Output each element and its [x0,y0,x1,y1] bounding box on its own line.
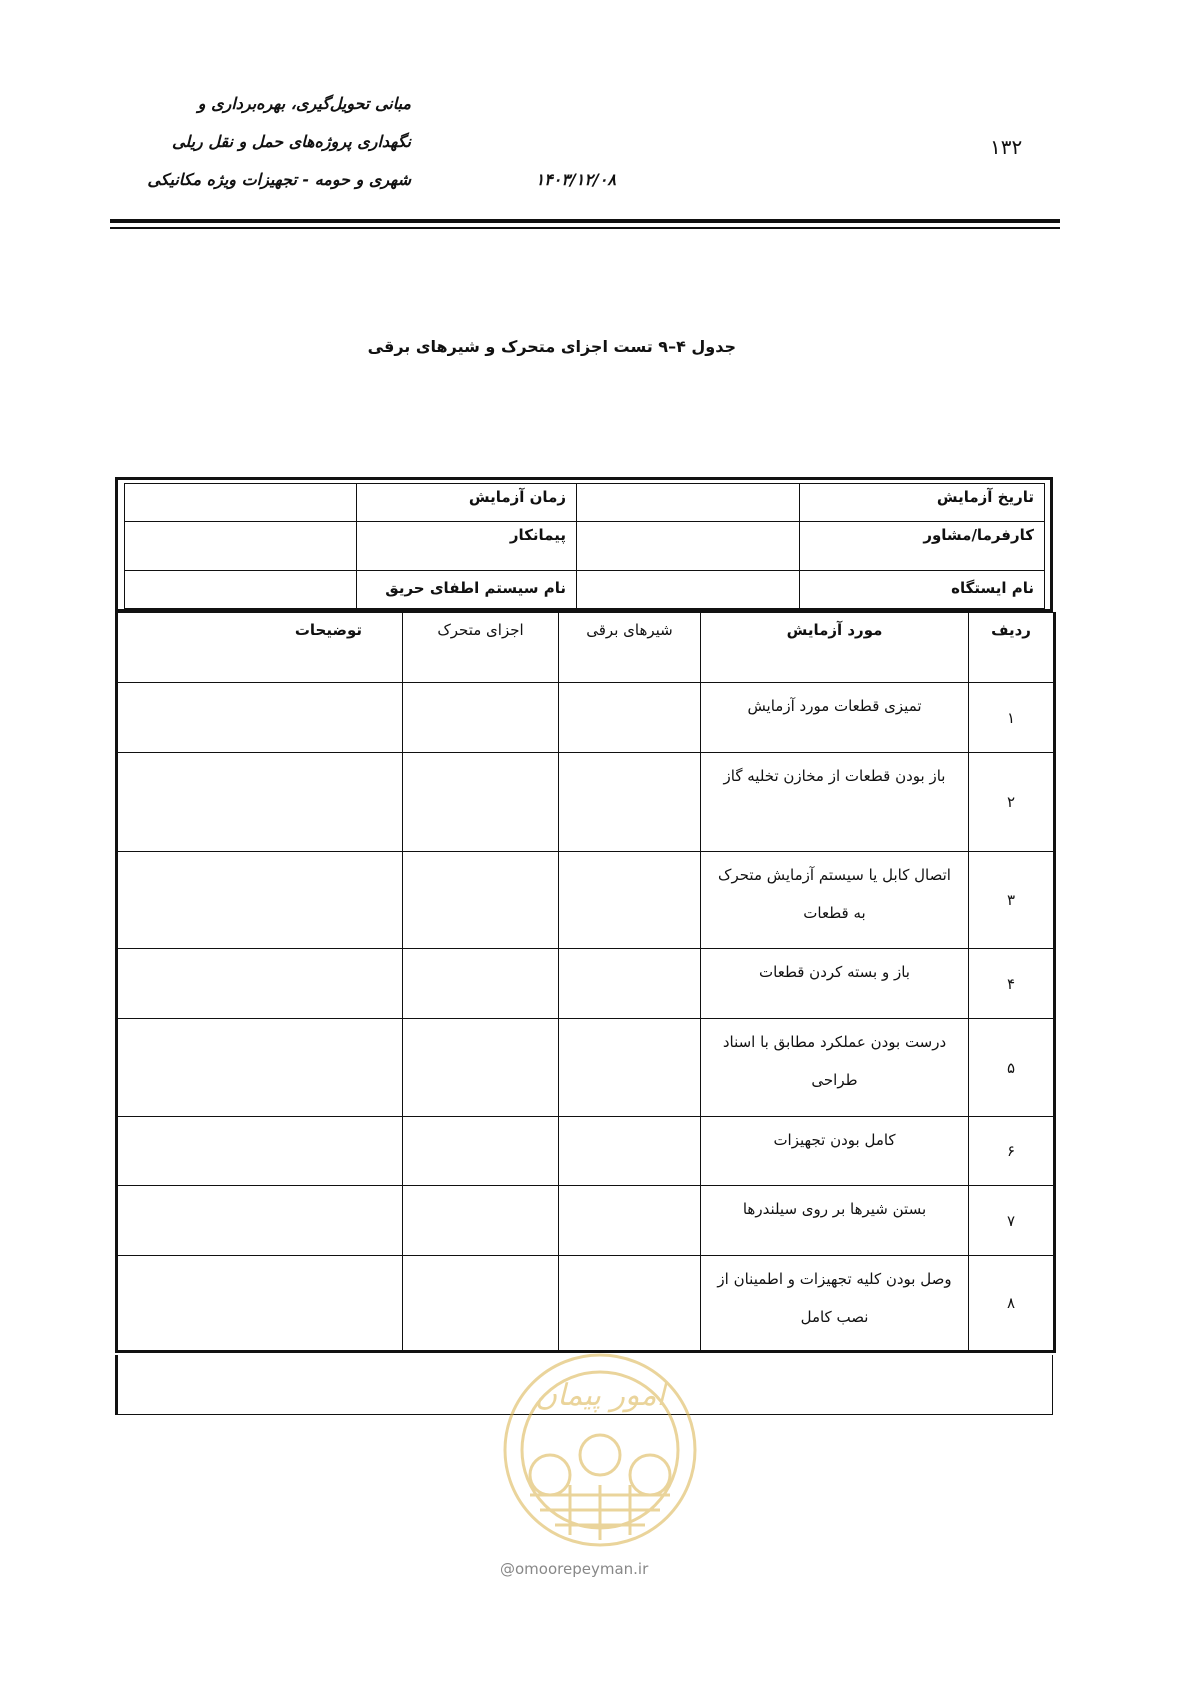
row-number: ۷ [969,1186,1055,1256]
employer-value[interactable] [577,522,800,571]
row-valves-cell[interactable] [559,1019,701,1117]
test-date-label: تاریخ آزمایش [800,484,1045,522]
test-time-label: زمان آزمایش [357,484,577,522]
header-title-line1: مبانی تحویل‌گیری، بهره‌برداری و [197,94,411,113]
row-test-item: باز و بسته کردن قطعات [701,949,969,1019]
col-header-electric-valves: شیرهای برقی [559,613,701,683]
header-rule-thin [110,227,1060,229]
watermark-logo [495,1345,705,1555]
system-value[interactable] [125,571,357,609]
row-notes-cell[interactable] [117,1117,403,1186]
row-valves-cell[interactable] [559,1186,701,1256]
row-notes-cell[interactable] [117,1256,403,1352]
row-number: ۲ [969,753,1055,852]
test-table [115,612,1056,1353]
col-header-row-number: ردیف [969,613,1055,683]
row-valves-cell[interactable] [559,753,701,852]
table-row [117,949,1055,1019]
col-header-notes: توضیحات [117,613,403,683]
table-row [117,1019,1055,1117]
table-row [117,1186,1055,1256]
col-header-moving-parts: اجزای متحرک [403,613,559,683]
row-valves-cell[interactable] [559,1256,701,1352]
row-test-item: کامل بودن تجهیزات [701,1117,969,1186]
row-number: ۸ [969,1256,1055,1352]
row-moving-cell[interactable] [403,949,559,1019]
station-value[interactable] [577,571,800,609]
row-test-item: اتصال کابل یا سیستم آزمایش متحرک به قطعات [701,852,969,949]
row-notes-cell[interactable] [117,1019,403,1117]
table-header-row [117,613,1055,683]
station-label: نام ایستگاه [800,571,1045,609]
row-moving-cell[interactable] [403,683,559,753]
contractor-value[interactable] [125,522,357,571]
watermark-site: @omoorepeyman.ir [500,1560,649,1578]
row-moving-cell[interactable] [403,1186,559,1256]
contractor-label: پیمانکار [357,522,577,571]
system-label: نام سیستم اطفای حریق [357,571,577,609]
header-rule-thick [110,219,1060,223]
header-date: ۱۴۰۳/۱۲/۰۸ [535,170,616,189]
row-valves-cell[interactable] [559,1117,701,1186]
header-title-line3: شهری و حومه - تجهیزات ویژه مکانیکی [147,170,411,189]
test-time-value[interactable] [125,484,357,522]
row-test-item: درست بودن عملکرد مطابق با اسناد طراحی [701,1019,969,1117]
row-test-item: بستن شیرها بر روی سیلندرها [701,1186,969,1256]
employer-label: کارفرما/مشاور [800,522,1045,571]
test-date-value[interactable] [577,484,800,522]
page-number: ۱۳۲ [990,135,1023,159]
table-row [117,852,1055,949]
row-number: ۵ [969,1019,1055,1117]
table-row [117,753,1055,852]
row-valves-cell[interactable] [559,683,701,753]
table-row [117,1117,1055,1186]
table-caption: جدول ۴–۹ تست اجزای متحرک و شیرهای برقی [367,337,736,356]
row-notes-cell[interactable] [117,753,403,852]
row-moving-cell[interactable] [403,1117,559,1186]
row-number: ۶ [969,1117,1055,1186]
row-number: ۴ [969,949,1055,1019]
table-row [117,1256,1055,1352]
row-notes-cell[interactable] [117,949,403,1019]
row-notes-cell[interactable] [117,852,403,949]
row-moving-cell[interactable] [403,753,559,852]
row-valves-cell[interactable] [559,949,701,1019]
header-title-line2: نگهداری پروژه‌های حمل و نقل ریلی [171,132,411,151]
table-row [117,683,1055,753]
row-moving-cell[interactable] [403,852,559,949]
row-notes-cell[interactable] [117,683,403,753]
info-table [124,483,1045,609]
row-moving-cell[interactable] [403,1256,559,1352]
info-box [115,477,1053,612]
watermark-logo-text: امور پیمان [535,1378,665,1413]
row-test-item: وصل بودن کلیه تجهیزات و اطمینان از نصب کامل [701,1256,969,1352]
row-number: ۳ [969,852,1055,949]
row-number: ۱ [969,683,1055,753]
col-header-test-item: مورد آزمایش [701,613,969,683]
row-notes-cell[interactable] [117,1186,403,1256]
row-valves-cell[interactable] [559,852,701,949]
row-moving-cell[interactable] [403,1019,559,1117]
row-test-item: باز بودن قطعات از مخازن تخلیه گاز [701,753,969,852]
row-test-item: تمیزی قطعات مورد آزمایش [701,683,969,753]
